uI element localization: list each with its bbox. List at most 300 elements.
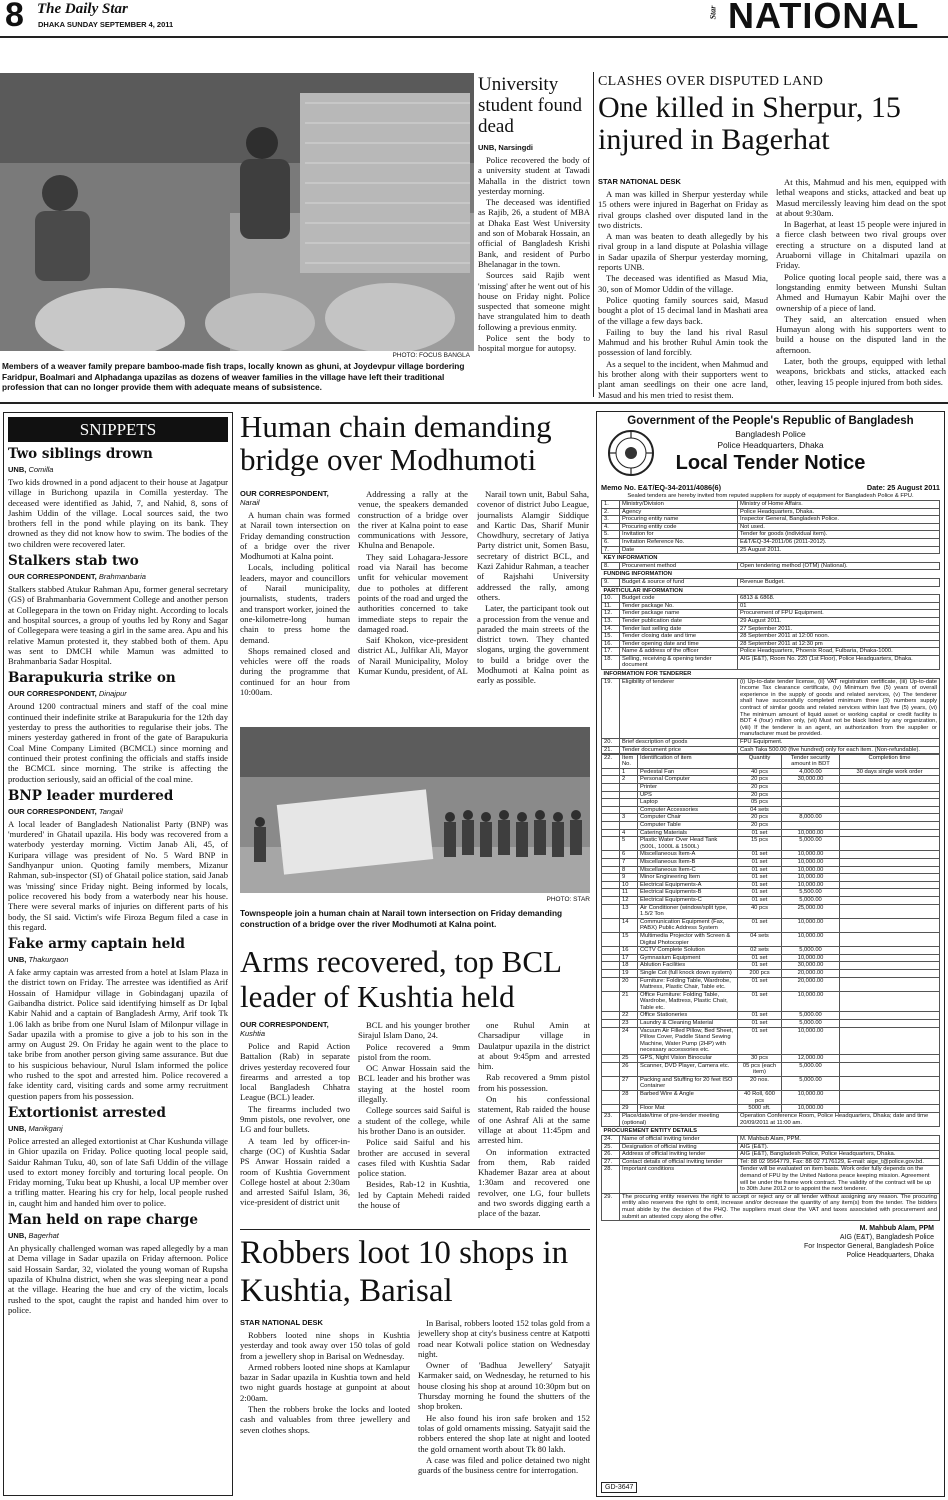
human-chain-col-2 [358,489,468,721]
row-label: Designation of official inviting [620,1143,738,1151]
item-quantity: 20 pcs [738,814,782,822]
row-number: 9. [602,578,620,586]
row-value: AIG (E&T), Bangladesh Police, Police Headquarters, Dhaka. [738,1151,940,1159]
row-spacer [602,889,620,897]
item-number: 16 [620,947,638,955]
row-spacer [602,991,620,1012]
section-rule [0,402,948,404]
item-number: 29 [620,1105,638,1113]
item-quantity: 01 set [738,829,782,837]
row-value: 28 September 2011 at 12:30 pm [738,640,940,648]
arms-col-3 [478,1020,590,1224]
item-name: Vacuum Air Filled Pillow, Bed Sheet, Pillow Cover, Paddle Stand Sewing Machine, Water Pump (2HP) with necessary accessories etc. [638,1027,738,1054]
item-completion [840,822,940,830]
row-label: Budget & source of fund [620,578,738,586]
row-label: Contact details of official inviting tender [620,1158,738,1166]
tender-row [602,516,940,524]
tender-notice-title: Local Tender Notice [675,452,866,474]
weaver-photo-credit: PHOTO: FOCUS BANGLA [392,352,470,359]
sign-for: For Inspector General, Bangladesh Police [804,1243,934,1251]
tender-item-row [602,768,940,776]
tender-row [602,746,940,754]
row-number: 20. [602,739,620,747]
tender-item-row [602,1091,940,1105]
tender-item-row [602,1062,940,1076]
row-spacer [602,784,620,792]
item-quantity: 40 Roll, 600 pcs [738,1091,782,1105]
byline-source: OUR CORRESPONDENT, [8,806,97,816]
tender-item-row [602,932,940,946]
row-number: 5. [602,531,620,539]
row-label: Tender publication date [620,617,738,625]
item-completion [840,814,940,822]
item-number [620,799,638,807]
byline-place: Tangail [98,806,123,816]
item-name: Miscellaneous Item-B [638,859,738,867]
tender-row [602,602,940,610]
item-security: 5,000.00 [782,1012,840,1020]
item-completion [840,1012,940,1020]
item-quantity: 01 set [738,866,782,874]
row-value: Police Headquarters, Dhaka. [738,508,940,516]
item-completion [840,1091,940,1105]
row-value: AIG (E&T). [738,1143,940,1151]
paragraph: Rab recovered a 9mm pistol from his possession. [478,1072,590,1093]
row-spacer [602,932,620,946]
tender-item-row [602,918,940,932]
byline-source: OUR CORRESPONDENT, [8,689,97,699]
item-number [620,791,638,799]
tender-row [602,501,940,509]
item-name: UPS [638,791,738,799]
item-quantity: 01 set [738,859,782,867]
tender-row [602,655,940,669]
item-quantity: 20 pcs [738,791,782,799]
item-security: 20,000.00 [782,977,840,991]
paragraph: As a sequel to the incident, when Mahmud and his brother along with their supporters went to plant aman seedlings on their one acre land, Masud and his men tried to resist them. [598,358,768,399]
item-security: 10,000.00 [782,829,840,837]
tender-item-row [602,814,940,822]
paragraph: Police said Saiful and his brother are accused in several cases filed with Kushtia Sadar police station. [358,1137,470,1179]
row-spacer [602,1027,620,1054]
row-spacer [602,851,620,859]
row-spacer [602,896,620,904]
weaver-photo [0,73,474,351]
item-number: 24 [620,1027,638,1054]
item-quantity: 02 sets [738,947,782,955]
dateline: DHAKA SUNDAY SEPTEMBER 4, 2011 [38,20,174,29]
item-quantity: 01 set [738,962,782,970]
arms-col-1 [240,1020,350,1224]
byline-source: UNB, [8,1123,27,1133]
paragraph: Robbers looted nine shops in Kushtia yesterday and took away over 150 tolas of gold from a jewellery shop in Barisal on Wednesday. [240,1330,410,1361]
paragraph: At this, Mahmud and his men, equipped with lethal weapons and sticks, attacked and beat up Masud mercilessly leaving him dead on the spot at about 9:30am. [776,177,946,218]
item-security [782,806,840,814]
item-quantity: 05 pcs (each item) [738,1062,782,1076]
item-completion [840,784,940,792]
tender-row [602,562,940,570]
row-value: (i) Up-to-date tender license, (ii) VAT registration certificate, (iii) Up-to-date Income Tax clearance certificate, (iv) Minimum five (5) years of overall experience in the supply of goods and related services, (v) The tenderer shall have successfully completed minimum three (3) numbers supply contract of similar goods and related services within last five (5) years, (vi) The minimum amount of liquid asset or working capital or credit facility is BDT 4 (four) million only, (vii) Must not be black listed by any organization, (viii) If the tenderer is an agent, an authorization from the supplier or manufacturer must be provided. [738,678,940,738]
byline-place: Comilla [28,465,54,474]
item-security: 10,000.00 [782,932,840,946]
row-number: 14. [602,625,620,633]
item-name: Communication Equipment (Fax, PABX) Public Address System [638,918,738,932]
university-body [478,155,590,354]
row-number: 13. [602,617,620,625]
item-number: 17 [620,954,638,962]
row-number: 22. [602,754,620,768]
paragraph: The deceased was identified as Rajib, 26, a student of MBA at Dhaka East West University and son of Mobarak Hossain, an official of Bangladesh Krishi Bank, and resident of Purbo Bhelanagar in the town. [478,197,590,269]
tender-item-row [602,954,940,962]
item-completion [840,791,940,799]
row-spacer [602,1055,620,1063]
row-number: 24. [602,1136,620,1144]
item-number [620,784,638,792]
item-number: 19 [620,969,638,977]
snippets-header: SNIPPETS [8,417,228,442]
tender-row [602,1158,940,1166]
paragraph: He also found his iron safe broken and 152 tolas of gold ornaments missing. Satyajit said the robbers entered the shop late at night and looted the gold ornament worth about Tk 80 lakh. [418,1412,590,1454]
row-value: Procurement of FPU Equipment. [738,610,940,618]
paragraph: Owner of 'Badhua Jewellery' Satyajit Karmaker said, on Wednesday, he returned to his house closing his shop at around 10:30pm but on Thursday morning he found the shutters of the shop broken. [418,1360,590,1412]
snippet-byline [8,1124,228,1133]
tender-row [602,595,940,603]
snippet-text: Stalkers stabbed Atukur Rahman Apu, former general secretary (GS) of Brahmanbaria Government College and another person at Collegepara in the town on Friday night. According to locals and hospital sources, a group of youths led by Rony and Sagar of Collegepara were teasing a girl in the same area. Apu and his relative Mamun protested it, they stabbed both of them. Apu was sent to DMCH while Mamun was admitted to Brahmanbaria Sadar Hospital. [8,584,228,667]
snippet-text: Two kids drowned in a pond adjacent to their house at Jagatpur village in Burichong upazila in Comilla yesterday. The deceased were identified as Jahid, 7, and Nahid, 8, sons of Jashim Uddin of the village. Local sources said, the two brothers fell in the pond while playing on its bank. They drowned as they did not know how to swim. The bodies of the two children were recovered later. [8,477,228,549]
item-quantity: 01 set [738,977,782,991]
item-security: 20,000.00 [782,969,840,977]
row-value: Revenue Budget. [738,578,940,586]
tender-item-row [602,806,940,814]
item-name: Air Conditioner (window/split type, 1.5/2 Ton [638,904,738,918]
row-label: Procuring entity code [620,523,738,531]
item-name: Office Furniture: Folding Table, Wardrobe, Mattress, Plastic Chair, Table etc. [638,991,738,1012]
item-quantity: 05 pcs [738,799,782,807]
item-name: Gymnasium Equipment [638,954,738,962]
human-chain-byline [240,489,350,507]
item-security [782,784,840,792]
paragraph: The firearms included two 9mm pistols, one revolver, one LG and four bullets. [240,1103,350,1135]
item-number: 18 [620,962,638,970]
item-number: 2 [620,776,638,784]
row-spacer [602,768,620,776]
item-security: 10,000.00 [782,866,840,874]
tender-hq: Police Headquarters, Dhaka [717,440,824,450]
row-label: Date [620,546,738,554]
byline-place: Manikganj [28,1123,63,1133]
item-name: CCTV Complete Solution [638,947,738,955]
item-quantity: 01 set [738,889,782,897]
tender-item-row [602,881,940,889]
row-label: Name & address of the officer [620,648,738,656]
item-number: 12 [620,896,638,904]
byline-place: Dinajpur [98,689,127,699]
item-name: GPS, Night Vision Binocular [638,1055,738,1063]
item-quantity: 01 set [738,896,782,904]
clashes-col-2 [776,177,946,399]
snippet-byline [8,1231,228,1240]
row-number: 23. [602,1113,620,1127]
tender-item-row [602,829,940,837]
item-security [782,822,840,830]
item-name: Laptop [638,799,738,807]
row-spacer [602,776,620,784]
robbers-byline: STAR NATIONAL DESK [240,1318,323,1327]
item-security: 8,000.00 [782,814,840,822]
weaver-scene-image [0,73,474,351]
tender-row [602,648,940,656]
clashes-kicker: CLASHES OVER DISPUTED LAND [598,74,824,89]
item-completion [840,954,940,962]
row-label: Invitation Reference No. [620,538,738,546]
item-security: 4,000.00 [782,768,840,776]
item-number: 22 [620,1012,638,1020]
paragraph: Shops remained closed and vehicles were off the roads during the programme that continued for an hour from 10:00am. [240,645,350,698]
paragraph: Police and Rapid Action Battalion (Rab) in separate drives yesterday recovered four firearms and arrested a top local Bangladesh Chhatra League (BCL) leader. [240,1041,350,1103]
human-chain-col-1 [240,489,350,721]
item-number: 23 [620,1020,638,1028]
tender-row [602,578,940,586]
weaver-photo-caption: Members of a weaver family prepare bamboo-made fish traps, locally known as ghuni, at Joydevpur village bordering Faridpur, Boalmari and Alphadanga upazilas as dozens of weaver families in the village have left their traditional profession that can no longer provide them with adequate means of subsistence. [2,361,465,392]
paragraph: They said Lohagara-Jessore road via Narail has become unfit for vehicular movement due to potholes at different points of the road and urged the authorities concerned to take immediate steps to repair the damaged road. [358,551,468,634]
item-completion [840,1062,940,1076]
item-completion [840,889,940,897]
item-security: 5,000.00 [782,837,840,851]
item-security: 10,000.00 [782,991,840,1012]
human-chain-headline: Human chain demanding bridge over Modhumoti [240,410,552,476]
tender-row [602,1193,940,1220]
item-quantity: 01 set [738,1027,782,1054]
row-label: Tender package name [620,610,738,618]
item-security: 5,000.00 [782,947,840,955]
item-quantity: 04 sets [738,932,782,946]
item-security: 10,000.00 [782,918,840,932]
paragraph: Locals, including political leaders, mayor and councillors of Narail municipality, journalists, students, traders and transport worker, joined the one-kilometre-long human chain to press home the demand. [240,562,350,645]
row-number: 8. [602,562,620,570]
row-spacer [602,1076,620,1090]
university-headline: University student found dead [478,74,582,137]
snippet-byline [8,572,228,581]
paragraph: A man was beaten to death allegedly by his rival group in a land dispute at Polashia village in Sadar upazila of Sherpur yesterday morning, reports UNB. [598,231,768,273]
paragraph: In Bagerhat, at least 15 people were injured in a fierce clash between two rival groups over erecting a structure on a disputed land at Aruaborni village in Chitalmari upazila on Friday. [776,219,946,271]
clashes-col-1 [598,177,768,399]
university-byline: UNB, Narsingdi [478,143,534,152]
item-name: Electrical Equipments-B [638,889,738,897]
tender-row [602,1143,940,1151]
story-rule [240,1229,590,1230]
item-completion [840,859,940,867]
row-label: Tender closing date and time [620,633,738,641]
item-number: 14 [620,918,638,932]
row-spacer [602,969,620,977]
row-spacer [602,837,620,851]
item-number: 11 [620,889,638,897]
tender-dept: Bangladesh Police [735,429,806,439]
robbers-col-1 [240,1318,410,1498]
row-number: 11. [602,602,620,610]
tender-item-row [602,851,940,859]
snippet-title: Fake army captain held [8,936,185,953]
tender-row [602,1151,940,1159]
item-name: Miscellaneous Item-C [638,866,738,874]
sign-title: AIG (E&T), Bangladesh Police [839,1234,934,1242]
item-quantity: 15 pcs [738,837,782,851]
tender-row [602,633,940,641]
item-number: 21 [620,991,638,1012]
items-header-row [602,754,940,768]
item-number: 3 [620,814,638,822]
tender-item-row [602,1027,940,1054]
item-security: 10,000.00 [782,1091,840,1105]
paragraph: They said, an altercation ensued when Humayun along with his supporters went to build a house on the disputed land in the afternoon. [776,313,946,355]
tender-item-row [602,874,940,882]
human-chain-photo [240,727,590,893]
paragraph: College sources said Saiful is a student of the college, while his brother Dano is an outsider. [358,1105,470,1136]
items-header-cell: Quantity [738,754,782,768]
tender-row [602,1113,940,1127]
section-title: NATIONAL [728,0,920,36]
item-name: Minor Engineering Item [638,874,738,882]
snippet-byline [8,689,228,698]
item-security: 10,000.00 [782,1027,840,1054]
item-name: Computer Chair [638,814,738,822]
gd-code: GD-3647 [601,1482,637,1493]
item-number: 4 [620,829,638,837]
snippet-title: Stalkers stab two [8,553,139,570]
row-number: 10. [602,595,620,603]
row-value: Tender will be evaluated on item basis. Work order fully depends on the demand of FPU by the United Nations peace keeping mission. Agreement will be under the frame work contract. The validity of the contract will be up to 30th June 2012 or to appoint the next tenderer. [738,1166,940,1193]
row-number: 28. [602,1166,620,1193]
item-quantity: 01 set [738,954,782,962]
paragraph: one Ruhul Amin at Charsadipur village in Daulatpur upazila in the district at about 9:45pm and arrested him. [478,1020,590,1072]
human-chain-caption: Townspeople join a human chain at Narail town intersection on Friday demanding construction of a bridge over the river Modhumoti at Kalna point. [240,908,563,929]
tender-item-row [602,822,940,830]
byline-source: UNB, [8,1231,27,1241]
item-name: Personal Computer [638,776,738,784]
row-value: 6813 & 6868. [738,595,940,603]
item-quantity: 01 set [738,851,782,859]
paragraph: A human chain was formed at Narail town intersection on Friday demanding construction of a bridge over the river Modhumoti at Kalna point. [240,510,350,562]
row-label: Tender opening date and time [620,640,738,648]
tender-item-row [602,962,940,970]
section-logo: Star [708,5,718,20]
item-security: 5,000.00 [782,1076,840,1090]
row-label: Selling, receiving & opening tender document [620,655,738,669]
item-name: Catering Materials [638,829,738,837]
tender-memo: Memo No. E&T/EQ-34-2011/4086(6) [601,483,722,492]
item-quantity: 20 pcs [738,822,782,830]
item-completion [840,1105,940,1113]
arms-headline: Arms recovered, top BCL leader of Kushtia held [240,944,561,1014]
row-spacer [602,918,620,932]
byline-source: OUR CORRESPONDENT, [240,1020,329,1029]
row-number: 16. [602,640,620,648]
row-value: Tender for goods (individual item). [738,531,940,539]
item-completion [840,837,940,851]
row-label: Tender package No. [620,602,738,610]
tender-row [602,739,940,747]
tender-row [602,523,940,531]
row-number: 15. [602,633,620,641]
paragraph: A team led by officer-in-charge (OC) of Kushtia Sadar PS Anwar Hossain raided a room of Kushtia Government College hostel at about 2:30am and arrested Saiful Islam, 36, vice-president of district unit [240,1135,350,1208]
row-spacer [602,806,620,814]
snippet-text: A fake army captain was arrested from a hotel at Islam Plaza in the district town on Friday. The arrestee was identified as Arif Hossain of Hamidpur village in Gobindaganj upazila of Gaibandha district. Police said identifying himself as Dr Iqbal Kabir Nahid and a captain of Bangladesh Army, Arif took Tk 1.06 lakh as bribe from one Nurul Islam of Milonpur village in Sadar upazila with a promise to give a job to his son in the army on August 29. On Friday he again went to the place to take bribe from another person giving same assurance. But due to his suspicious behaviour, Nurul Islam informed the police who rushed to the spot and arrested him. Police recovered a fake identity card, visiting cards and some army recruitment question papers from his possession. [8,967,228,1101]
sign-name: M. Mahbub Alam, PPM [859,1225,934,1233]
clashes-byline: STAR NATIONAL DESK [598,177,681,186]
row-label: Procuring entity name [620,516,738,524]
row-label: Important conditions [620,1166,738,1193]
tender-row [602,1166,940,1193]
snippet-byline [8,807,228,816]
item-security: 5,000.00 [782,1020,840,1028]
paragraph: Police recovered the body of a university student at Tawadi Mahalla in the district town yesterday morning. [478,155,590,196]
row-value: The procuring entity reserves the right to accept or reject any or all tender without assigning any reason. The procuring entity also reserves the right to omit, increase and/or decrease the quantity of any item(s) from the tender. The bidders must abide by the decision of the PHQ. The suppliers must clear the VAT and taxes associated with procurement and submit an attested copy along the offer. [620,1193,940,1220]
item-number: 9 [620,874,638,882]
item-completion [840,866,940,874]
tender-item-row [602,896,940,904]
row-number: 7. [602,546,620,554]
tender-section-heading: INFORMATION FOR TENDERER [603,671,692,678]
arms-byline [240,1020,350,1038]
item-security: 10,000.00 [782,859,840,867]
paragraph: Narail town unit, Babul Saha, covenor of district Jubo League, journalists Alamgir Siddique and Kartic Das, Sharif Munir Chowdhury, secretary of Jatiya Party district unit, Somen Basu, secretary of district BCL, and Kazi Zahidur Rahman, a teacher of Rajshahi University addressed the rally, among others. [477,489,589,602]
tender-row [602,508,940,516]
tender-row [602,531,940,539]
snippet-text: A local leader of Bangladesh Nationalist Party (BNP) was 'murdered' in Ghatail upazila. His body was recovered from a waterbody yesterday morning. Victim Janab Ali, 45, of Kuripara village was president of No. 5 Ward BNP in Sandhyanpur union. Quoting family members, Mizanur Rahman, sub-inspector (SI) of Ghatail police station, said Janab was 'missing' since Friday night. Being informed by locals, police recovered his body from a waterbody near his house. There were several marks of injuries on different parts of his body, the SI said. Victim's wife Firoza Begum filed a case in this regard. [8,818,228,932]
item-name: Furniture: Folding Table, Wardrobe, Mattress, Plastic Chair, Table etc. [638,977,738,991]
row-value: Tel: 88 02 9564779, Fax: 88 02 7176129, E-mail: aige_t@police.gov.bd. [738,1158,940,1166]
paragraph: Sources said Rajib went 'missing' after he went out of his house on Friday night. Police suspected that someone might have strangulated him to death following a previous enmity. [478,270,590,332]
row-number: 26. [602,1151,620,1159]
human-chain-scene-image [240,727,590,893]
item-number: 28 [620,1091,638,1105]
row-number: 2. [602,508,620,516]
item-security: 12,000.00 [782,1055,840,1063]
tender-item-row [602,991,940,1012]
paragraph: Armed robbers looted nine shops at Kamlapur bazar in Sadar upazila in Kushtia town and held two night guards hostage at gunpoint at about 2:00am. [240,1361,410,1403]
row-value: Open tendering method (OTM) (National). [738,562,940,570]
item-name: Computer Accessories [638,806,738,814]
row-value: 25 August 2011. [738,546,940,554]
tender-table [601,500,940,754]
items-header-cell: Item No. [620,754,638,768]
item-quantity: 04 sets [738,806,782,814]
paragraph: Then the robbers broke the locks and looted cash and valuables from three jewellery and seven clothes shops. [240,1404,410,1435]
byline-source: UNB, [8,955,27,965]
tender-item-row [602,776,940,784]
row-label: Place/date/time of pre-tender meeting (optional) [620,1113,738,1127]
byline-source: UNB, [8,465,27,474]
snippets-box [3,412,233,1496]
row-value: Not used. [738,523,940,531]
row-spacer [602,866,620,874]
tender-notice [596,411,945,1497]
item-quantity: 01 set [738,991,782,1012]
tender-section-heading: PROCUREMENT ENTITY DETAILS [603,1128,698,1135]
item-completion [840,991,940,1012]
paper-name: The Daily Star [37,1,128,17]
item-security: 10,000.00 [782,851,840,859]
row-spacer [602,1105,620,1113]
byline-place: Thakurgaon [28,955,69,965]
tender-gov-title: Government of the People's Republic of Bangladesh [627,415,914,427]
snippet-title: BNP leader murdered [8,787,174,804]
tender-item-row [602,1055,940,1063]
item-completion [840,1055,940,1063]
item-number: 20 [620,977,638,991]
item-completion [840,896,940,904]
paragraph: On information extracted from them, Rab raided Khademer Bazar area at about 1:30am and recovered one revolver, one LG, four bullets and two swords digging earth a place of the bazar. [478,1146,590,1219]
